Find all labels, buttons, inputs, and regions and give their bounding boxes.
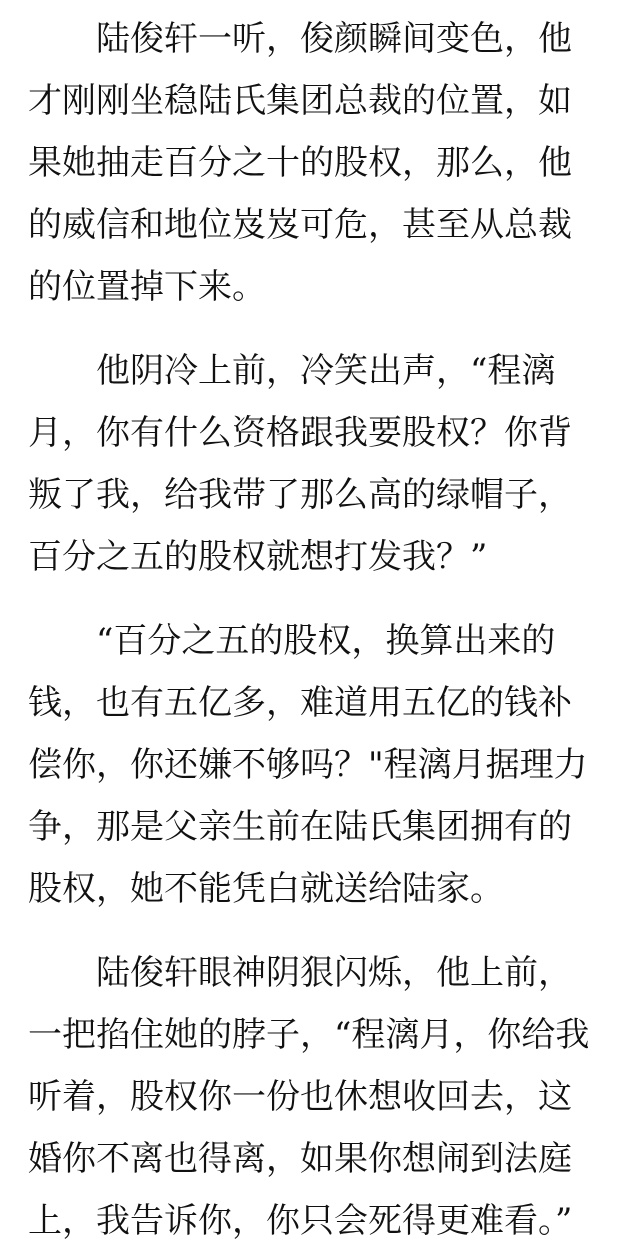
text-line: 上，我告诉你，你只会死得更难看。” bbox=[28, 1201, 573, 1241]
paragraph-4 bbox=[28, 942, 630, 1252]
paragraph-2 bbox=[28, 340, 630, 588]
text-line: 婚你不离也得离，如果你想闹到法庭 bbox=[28, 1139, 572, 1179]
text-line: 百分之五的股权就想打发我？” bbox=[28, 537, 488, 577]
text-line: 的位置掉下来。 bbox=[28, 267, 266, 307]
text-line: 股权，她不能凭白就送给陆家。 bbox=[28, 869, 504, 909]
text-line: 陆俊轩一听，俊颜瞬间变色，他 bbox=[28, 19, 572, 59]
text-line: “百分之五的股权，换算出来的 bbox=[28, 621, 556, 661]
text-line: 才刚刚坐稳陆氏集团总裁的位置，如 bbox=[28, 81, 572, 121]
text-line: 钱，也有五亿多，难道用五亿的钱补 bbox=[28, 683, 572, 723]
paragraph-3 bbox=[28, 610, 630, 920]
text-line: 果她抽走百分之十的股权，那么，他 bbox=[28, 143, 572, 183]
text-line: 叛了我，给我带了那么高的绿帽子， bbox=[28, 475, 572, 515]
article-page bbox=[0, 8, 640, 1241]
text-line: 陆俊轩眼神阴狠闪烁，他上前， bbox=[28, 953, 572, 993]
text-line: 听着，股权你一份也休想收回去，这 bbox=[28, 1077, 572, 1117]
text-line: 一把掐住她的脖子，“程漓月，你给我 bbox=[28, 1015, 590, 1055]
text-line: 月，你有什么资格跟我要股权？你背 bbox=[28, 413, 572, 453]
text-line: 争，那是父亲生前在陆氏集团拥有的 bbox=[28, 807, 572, 847]
text-line: 的威信和地位岌岌可危，甚至从总裁 bbox=[28, 205, 572, 245]
text-line: 他阴冷上前，冷笑出声，“程漓 bbox=[28, 351, 556, 391]
paragraph-1 bbox=[28, 8, 630, 318]
text-line: 偿你，你还嫌不够吗？"程漓月据理力 bbox=[28, 745, 588, 785]
